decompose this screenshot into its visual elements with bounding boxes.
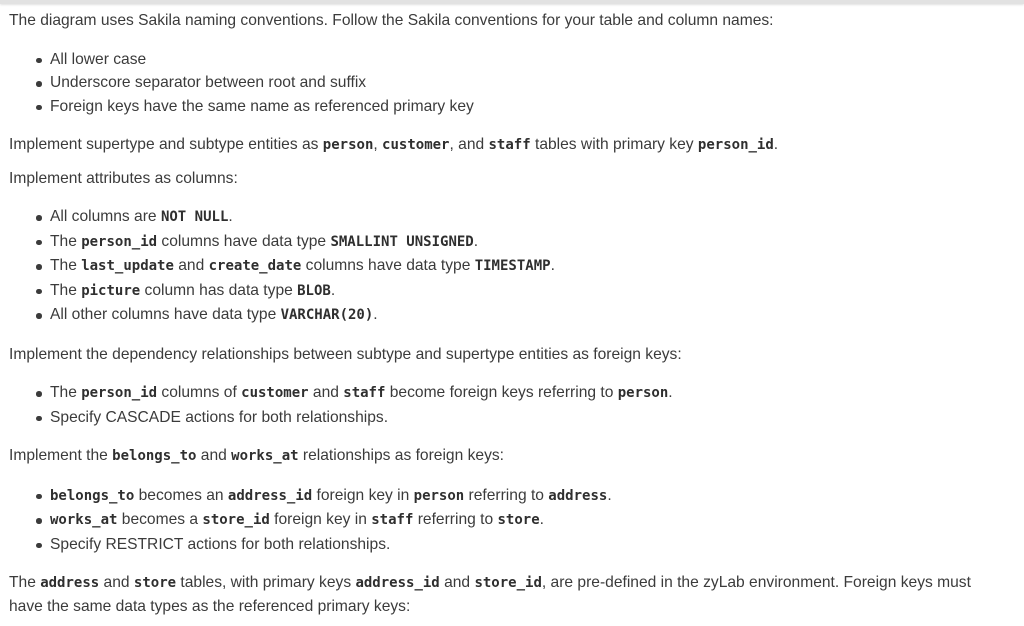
code-term: staff xyxy=(371,512,414,528)
list-item xyxy=(50,381,1009,406)
text-fragment: referring to xyxy=(413,511,498,528)
intro-paragraph: The diagram uses Sakila naming conventions. Follow the Sakila conventions for your table and column names: xyxy=(9,12,774,29)
final-paragraph xyxy=(9,571,1009,619)
code-term: belongs_to xyxy=(50,487,135,504)
text-fragment: All columns are xyxy=(50,208,161,225)
list-item xyxy=(50,254,1009,279)
text-fragment: The xyxy=(50,232,82,250)
text-fragment: . xyxy=(373,306,378,323)
text-fragment: become foreign keys referring to xyxy=(385,384,618,401)
naming-rules-list xyxy=(9,48,1009,119)
text-fragment: Implement supertype and subtype entities as xyxy=(9,136,323,153)
text-fragment: , xyxy=(373,136,383,153)
text-fragment: . xyxy=(668,384,673,401)
code-term: store_id xyxy=(474,575,542,591)
text-fragment: . xyxy=(473,232,479,250)
text-fragment: column has data type xyxy=(140,281,298,299)
list-item xyxy=(50,508,1009,533)
list-item: Specify CASCADE actions for both relationships. xyxy=(50,406,1009,430)
code-term: person xyxy=(322,137,374,153)
text-fragment: columns have data type xyxy=(301,257,475,274)
relationships-intro xyxy=(9,444,1009,469)
dependency-intro: Implement the dependency relationships between subtype and supertype entities as foreign keys: xyxy=(9,345,682,363)
text-fragment: tables, with primary keys xyxy=(176,574,356,591)
text-fragment: becomes a xyxy=(117,511,203,528)
text-fragment: becomes an xyxy=(134,486,228,504)
text-fragment: . xyxy=(607,486,612,504)
code-term: last_update xyxy=(81,258,174,274)
code-term: person_id xyxy=(81,385,158,401)
list-item: Specify RESTRICT actions for both relationships. xyxy=(50,533,1009,557)
text-fragment: tables with primary key xyxy=(530,136,698,153)
code-term: person xyxy=(617,385,669,401)
code-term: BLOB xyxy=(297,282,331,299)
text-fragment: . xyxy=(550,257,555,274)
text-fragment: . xyxy=(539,511,544,528)
code-term: create_date xyxy=(208,258,302,274)
code-term: address xyxy=(548,487,608,504)
text-fragment: Implement the xyxy=(9,447,113,464)
text-fragment: and xyxy=(99,574,134,591)
instructions-document xyxy=(9,9,1009,619)
code-term: person_id xyxy=(81,233,158,250)
list-item: All lower case xyxy=(50,48,1009,72)
list-item xyxy=(50,230,1009,255)
text-fragment: All other columns have data type xyxy=(50,306,281,323)
text-fragment: columns have data type xyxy=(157,232,331,250)
code-term: staff xyxy=(343,385,386,401)
code-term: person_id xyxy=(697,137,774,153)
code-term: address_id xyxy=(227,487,313,504)
code-term: address_id xyxy=(355,575,440,591)
list-item xyxy=(50,279,1009,304)
code-term: NOT NULL xyxy=(160,209,229,225)
text-fragment: , and xyxy=(449,136,489,153)
attributes-list xyxy=(9,205,1009,328)
text-fragment: The xyxy=(9,574,41,591)
text-fragment: . xyxy=(773,136,779,153)
code-term: address xyxy=(40,575,100,591)
text-fragment: foreign key in xyxy=(269,511,372,528)
list-item xyxy=(50,303,1009,328)
list-item xyxy=(50,205,1009,230)
text-fragment: and xyxy=(308,384,344,401)
text-fragment: . xyxy=(228,208,233,225)
code-term: customer xyxy=(382,137,450,153)
code-term: works_at xyxy=(231,448,299,464)
code-term: SMALLINT UNSIGNED xyxy=(330,233,474,250)
top-divider xyxy=(0,0,1024,4)
text-fragment: . xyxy=(330,281,336,299)
relationships-list xyxy=(9,484,1009,557)
code-term: customer xyxy=(241,385,309,401)
text-fragment: foreign key in xyxy=(312,486,414,504)
code-term: store xyxy=(497,512,540,528)
code-term: VARCHAR(20) xyxy=(280,307,374,323)
code-term: person xyxy=(413,487,465,504)
list-item: Foreign keys have the same name as referenced primary key xyxy=(50,95,1009,119)
dependency-list xyxy=(9,381,1009,429)
attributes-intro: Implement attributes as columns: xyxy=(9,169,238,187)
code-term: TIMESTAMP xyxy=(474,258,551,274)
text-fragment: , are pre-defined in the zyLab environment. Foreign keys must have the same data types as the referenced primary keys: xyxy=(9,574,971,615)
text-fragment: The xyxy=(50,384,82,401)
text-fragment: referring to xyxy=(464,486,549,504)
list-item xyxy=(50,484,1009,509)
code-term: store xyxy=(133,575,177,591)
text-fragment: and xyxy=(173,257,209,274)
code-term: belongs_to xyxy=(112,448,197,464)
text-fragment: relationships as foreign keys: xyxy=(298,447,504,464)
code-term: works_at xyxy=(50,512,118,528)
text-fragment: The xyxy=(50,281,82,299)
list-item: Underscore separator between root and suffix xyxy=(50,71,1009,95)
code-term: staff xyxy=(488,137,531,153)
text-fragment: and xyxy=(439,574,475,591)
code-term: store_id xyxy=(202,512,270,528)
text-fragment: columns of xyxy=(157,384,242,401)
text-fragment: The xyxy=(50,257,82,274)
text-fragment: and xyxy=(196,447,232,464)
code-term: picture xyxy=(81,282,141,299)
supertype-paragraph xyxy=(9,133,1009,158)
